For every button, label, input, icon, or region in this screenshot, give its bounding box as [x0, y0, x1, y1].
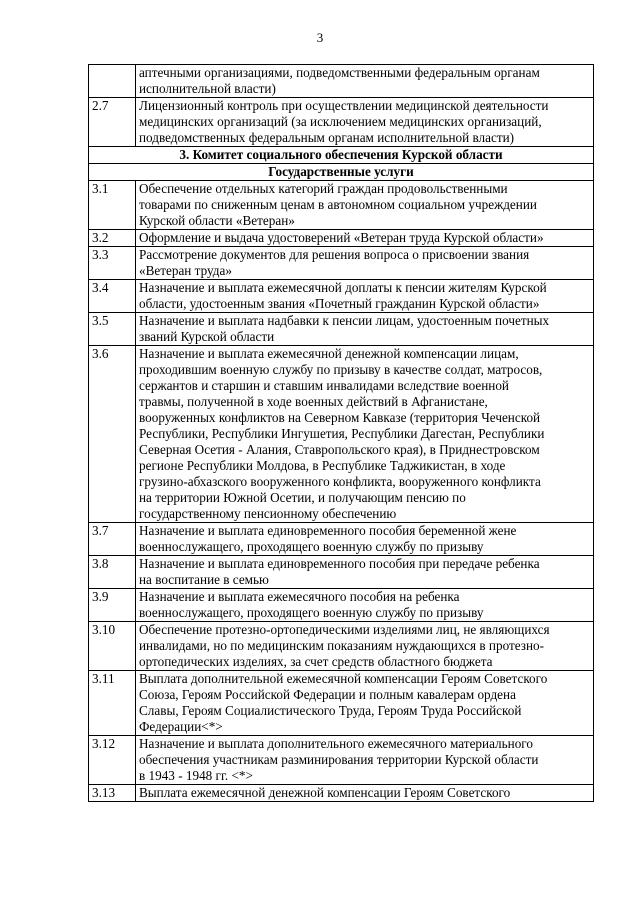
section-heading-row: [89, 164, 594, 181]
description-line: званий Курской области: [139, 329, 275, 344]
table-row: [89, 523, 594, 556]
description-line: Лицензионный контроль при осуществлении медицинской деятельности: [139, 98, 549, 113]
table-row: [89, 671, 594, 736]
table-row: [89, 589, 594, 622]
item-description: [136, 230, 594, 247]
section-heading: 3. Комитет социального обеспечения Курской области: [89, 147, 594, 164]
description-line: военнослужащего, проходящего военную службу по призыву: [139, 605, 484, 620]
table-row: [89, 785, 594, 802]
description-line: Выплата ежемесячной денежной компенсации Героям Советского: [139, 785, 511, 800]
description-line: Оформление и выдача удостоверений «Ветеран труда Курской области»: [139, 230, 544, 245]
item-description: [136, 785, 594, 802]
item-number: 3.4: [89, 280, 136, 313]
description-line: Рассмотрение документов для решения вопроса о присвоении звания: [139, 247, 530, 262]
description-line: Назначение и выплата ежемесячного пособия на ребенка: [139, 589, 460, 604]
item-description: [136, 313, 594, 346]
description-line: исполнительной власти): [139, 81, 276, 96]
description-line: медицинских организаций (за исключением медицинских организаций,: [139, 114, 542, 129]
item-description: [136, 523, 594, 556]
description-line: Северная Осетия - Алания, Ставропольского края), в Приднестровском: [139, 442, 540, 457]
item-description: [136, 98, 594, 147]
item-description: [136, 556, 594, 589]
item-number: 3.7: [89, 523, 136, 556]
item-description: [136, 280, 594, 313]
item-number: 3.11: [89, 671, 136, 736]
item-description: [136, 671, 594, 736]
description-line: Назначение и выплата дополнительного ежемесячного материального: [139, 736, 533, 751]
description-line: регионе Республики Молдова, в Республике Таджикистан, в ходе: [139, 458, 506, 473]
description-line: государственному пенсионному обеспечению: [139, 506, 397, 521]
description-line: Обеспечение отдельных категорий граждан продовольственными: [139, 181, 508, 196]
item-number: 3.13: [89, 785, 136, 802]
item-description: [136, 181, 594, 230]
description-line: проходившим военную службу по призыву в качестве солдат, матросов,: [139, 362, 543, 377]
item-description: [136, 346, 594, 523]
description-line: Назначение и выплата единовременного пособия беременной жене: [139, 523, 517, 538]
description-line: «Ветеран труда»: [139, 263, 232, 278]
description-line: Назначение и выплата единовременного пособия при передаче ребенка: [139, 556, 540, 571]
description-line: Курской области «Ветеран»: [139, 213, 295, 228]
table-row: [89, 181, 594, 230]
item-description: [136, 65, 594, 98]
table-row: [89, 98, 594, 147]
description-line: военнослужащего, проходящего военную службу по призыву: [139, 539, 484, 554]
table-row: [89, 736, 594, 785]
description-line: Выплата дополнительной ежемесячной компенсации Героям Советского: [139, 671, 548, 686]
description-line: сержантов и старшин и ставшим инвалидами вследствие военной: [139, 378, 509, 393]
item-description: [136, 736, 594, 785]
item-number: 3.10: [89, 622, 136, 671]
table-row: [89, 280, 594, 313]
item-number: 3.1: [89, 181, 136, 230]
description-line: травмы, полученной в ходе военных действий в Афганистане,: [139, 394, 488, 409]
description-line: на территории Южной Осетии, и получающим пенсию по: [139, 490, 466, 505]
table-row: [89, 65, 594, 98]
item-number: 3.3: [89, 247, 136, 280]
item-number: 3.2: [89, 230, 136, 247]
item-description: [136, 247, 594, 280]
description-line: Республики, Республики Ингушетия, Республики Дагестан, Республики: [139, 426, 545, 441]
description-line: Назначение и выплата ежемесячной денежной компенсации лицам,: [139, 346, 519, 361]
section-heading: Государственные услуги: [89, 164, 594, 181]
item-number: 3.12: [89, 736, 136, 785]
services-table: [88, 64, 594, 802]
table-row: [89, 622, 594, 671]
table-row: [89, 230, 594, 247]
description-line: Союза, Героям Российской Федерации и полным кавалерам ордена: [139, 687, 516, 702]
item-number: 3.5: [89, 313, 136, 346]
description-line: Назначение и выплата надбавки к пенсии лицам, удостоенным почетных: [139, 313, 550, 328]
item-description: [136, 589, 594, 622]
section-heading-row: [89, 147, 594, 164]
description-line: обеспечения участникам разминирования территории Курской области: [139, 752, 539, 767]
description-line: грузино-абхазского вооруженного конфликта, вооруженного конфликта: [139, 474, 541, 489]
description-line: подведомственных федеральным органам исполнительной власти): [139, 130, 515, 145]
services-table-body: [89, 65, 594, 802]
item-number: 2.7: [89, 98, 136, 147]
item-number: 3.9: [89, 589, 136, 622]
table-row: [89, 247, 594, 280]
description-line: вооруженных конфликтов на Северном Кавказе (территория Чеченской: [139, 410, 541, 425]
table-row: [89, 346, 594, 523]
description-line: на воспитание в семью: [139, 572, 269, 587]
description-line: Федерации<*>: [139, 719, 223, 734]
page-number: 3: [316, 30, 324, 45]
item-number: 3.6: [89, 346, 136, 523]
description-line: Славы, Героям Социалистического Труда, Героям Труда Российской: [139, 703, 522, 718]
description-line: в 1943 - 1948 гг. <*>: [139, 768, 253, 783]
description-line: ортопедических изделиях, за счет средств областного бюджета: [139, 654, 493, 669]
description-line: аптечными организациями, подведомственными федеральным органам: [139, 65, 540, 80]
description-line: инвалидами, но по медицинским показаниям нуждающихся в протезно-: [139, 638, 545, 653]
item-description: [136, 622, 594, 671]
table-row: [89, 556, 594, 589]
item-number: 3.8: [89, 556, 136, 589]
description-line: области, удостоенным звания «Почетный гражданин Курской области»: [139, 296, 540, 311]
description-line: Назначение и выплата ежемесячной доплаты к пенсии жителям Курской: [139, 280, 547, 295]
item-number: [89, 65, 136, 98]
table-row: [89, 313, 594, 346]
description-line: товарами по сниженным ценам в автономном социальном учреждении: [139, 197, 537, 212]
description-line: Обеспечение протезно-ортопедическими изделиями лиц, не являющихся: [139, 622, 550, 637]
